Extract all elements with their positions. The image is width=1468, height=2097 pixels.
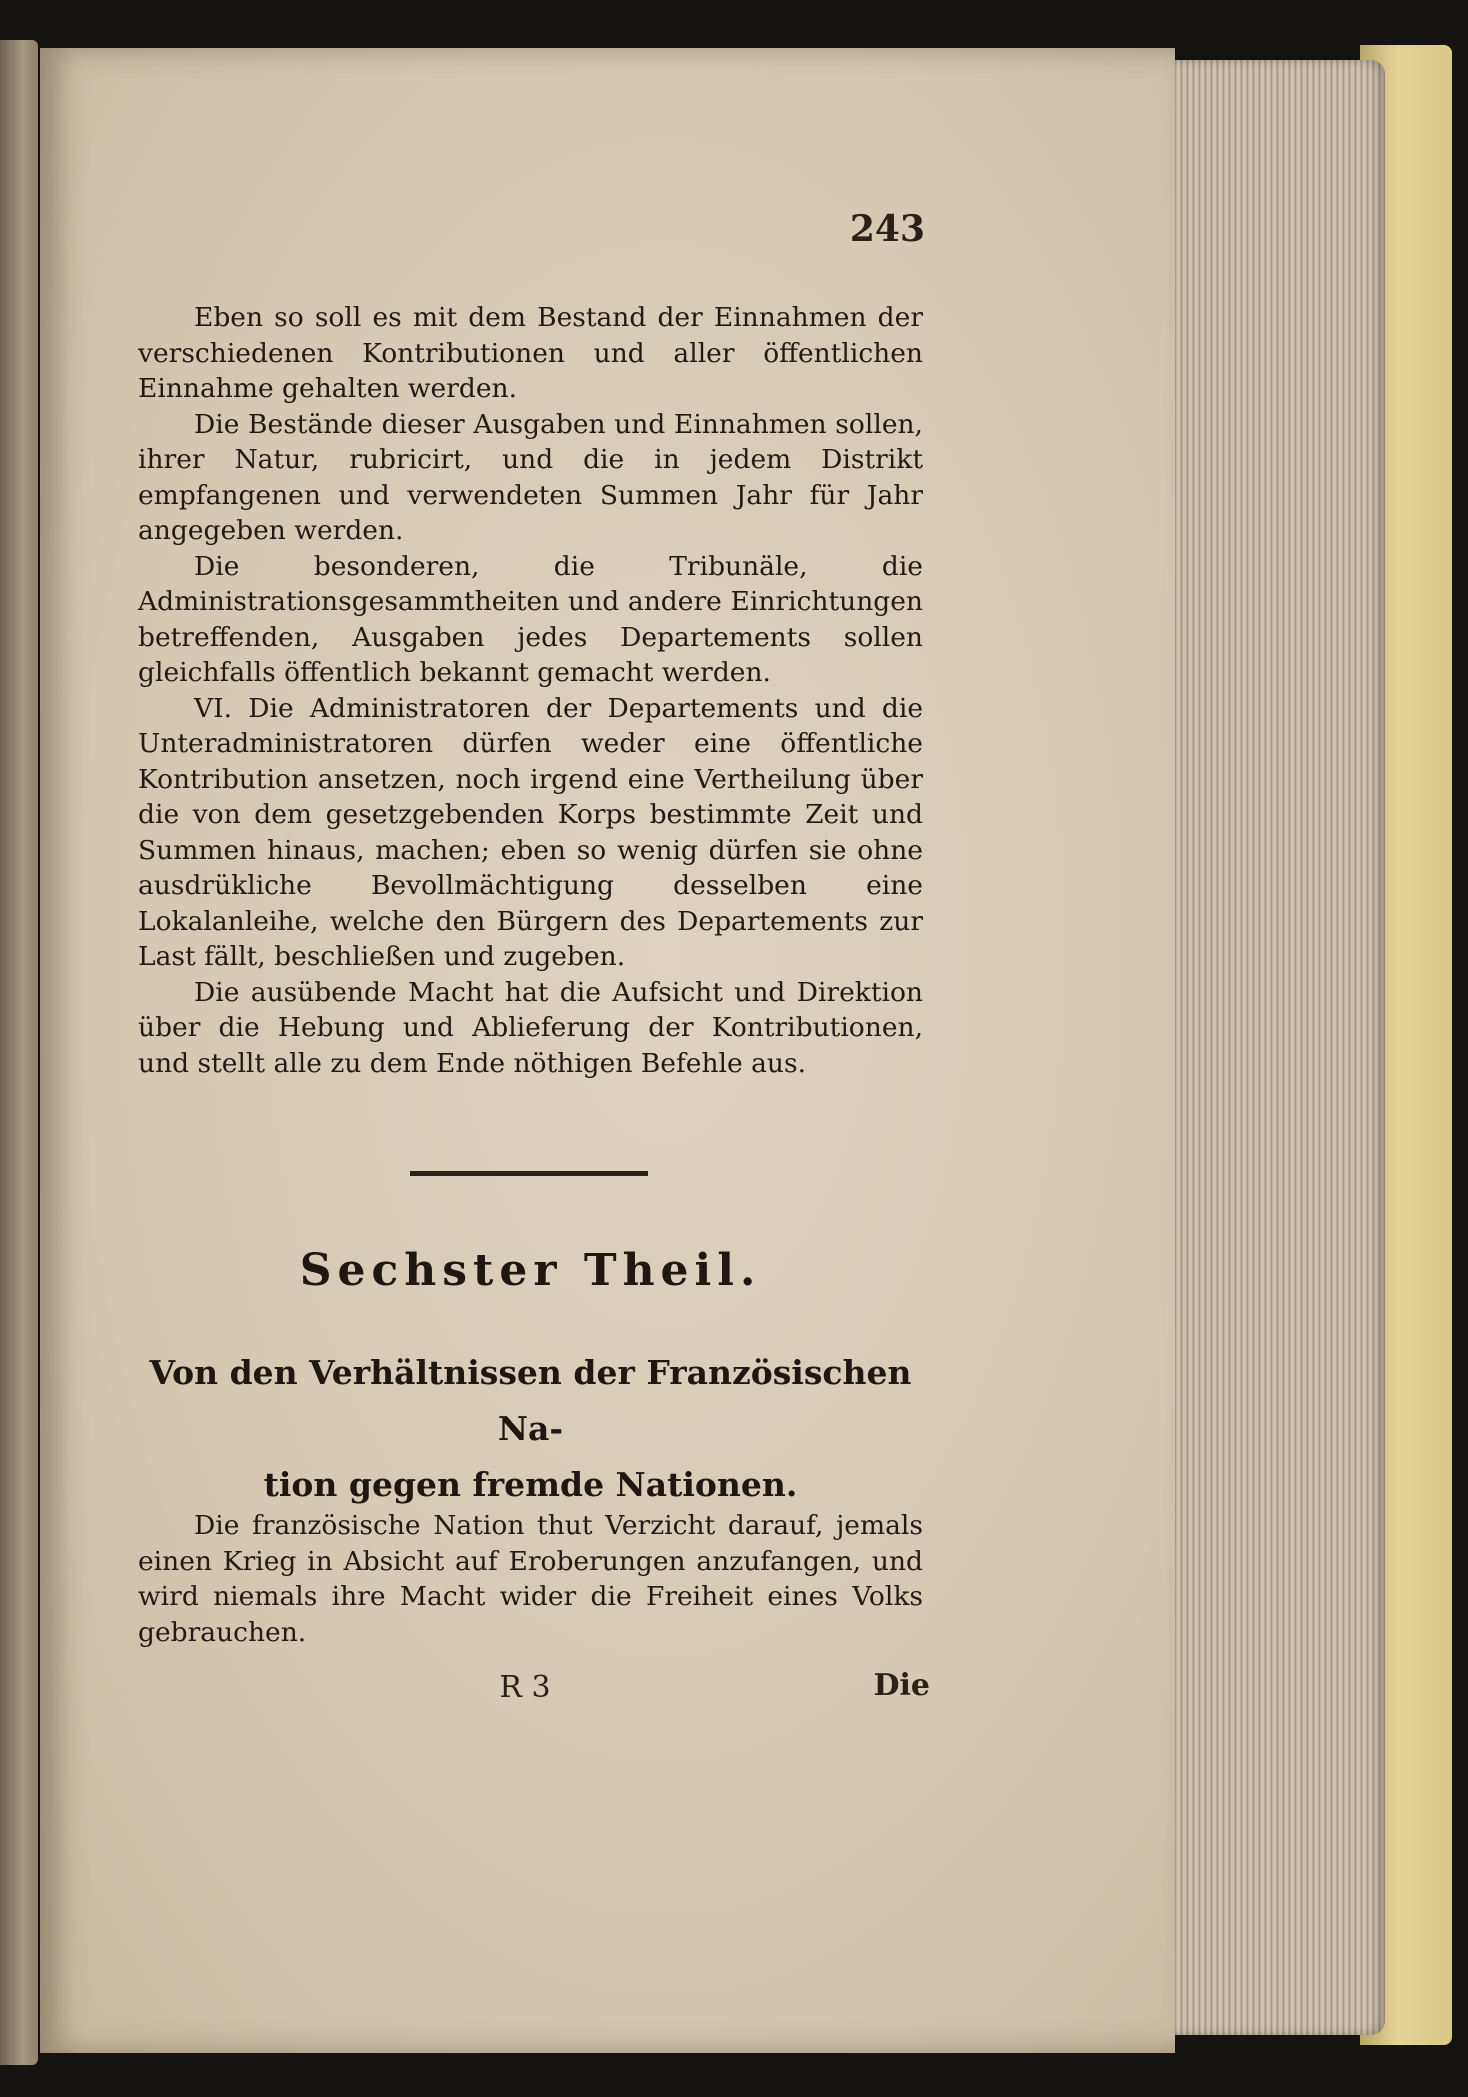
subtitle-line: tion gegen fremde Nationen. xyxy=(263,1465,798,1504)
paragraph: Die ausübende Macht hat die Aufsicht und Direktion über die Hebung und Ablieferung der Kontributionen, und stellt alle zu dem Ende nöthigen Befehle aus. xyxy=(138,976,923,1079)
paragraph: Die besonderen, die Tribunäle, die Administrationsgesammtheiten und andere Einrichtungen betreffenden, Ausgaben jedes Departements sollen gleichfalls öffentlich bekannt gemacht werden. xyxy=(138,550,923,688)
paragraph: Die französische Nation thut Verzicht darauf, jemals einen Krieg in Absicht auf Eroberungen anzufangen, und wird niemals ihre Macht wider die Freiheit eines Volks gebrauchen. xyxy=(138,1510,923,1648)
page-number: 243 xyxy=(849,208,925,250)
paragraph: Eben so soll es mit dem Bestand der Einnahmen der verschiedenen Kontributionen und aller öffentlichen Einnahme gehalten werden. xyxy=(138,302,923,404)
section-text-lower xyxy=(138,1508,923,1650)
paragraph: VI. Die Administratoren der Departements und die Unteradministratoren dürfen weder eine öffentliche Kontribution ansetzen, noch irgend eine Vertheilung über die von dem gesetzgebenden Korps bestimmte Zeit und Summen hinaus, machen; eben so wenig dürfen sie ohne ausdrükliche Bevollmächtigung desselben eine Lokalanleihe, welche den Bürgern des Departements zur Last fällt, beschließen und zugeben. xyxy=(138,692,923,972)
section-divider xyxy=(410,1171,648,1176)
signature-mark: R 3 xyxy=(499,1670,551,1705)
subtitle-line: Von den Verhältnissen der Französischen Na- xyxy=(149,1353,912,1448)
part-title: Sechster Theil. xyxy=(299,1245,762,1296)
part-subtitle xyxy=(138,1345,923,1513)
catchword: Die xyxy=(873,1668,930,1703)
page-stack-edges xyxy=(1165,60,1385,2035)
paragraph: Die Bestände dieser Ausgaben und Einnahmen sollen, ihrer Natur, rubricirt, und die in jedem Distrikt empfangenen und verwendeten Summen Jahr für Jahr angegeben werden. xyxy=(138,408,923,546)
left-page-edge xyxy=(0,40,38,2065)
section-text-upper xyxy=(138,300,923,1081)
